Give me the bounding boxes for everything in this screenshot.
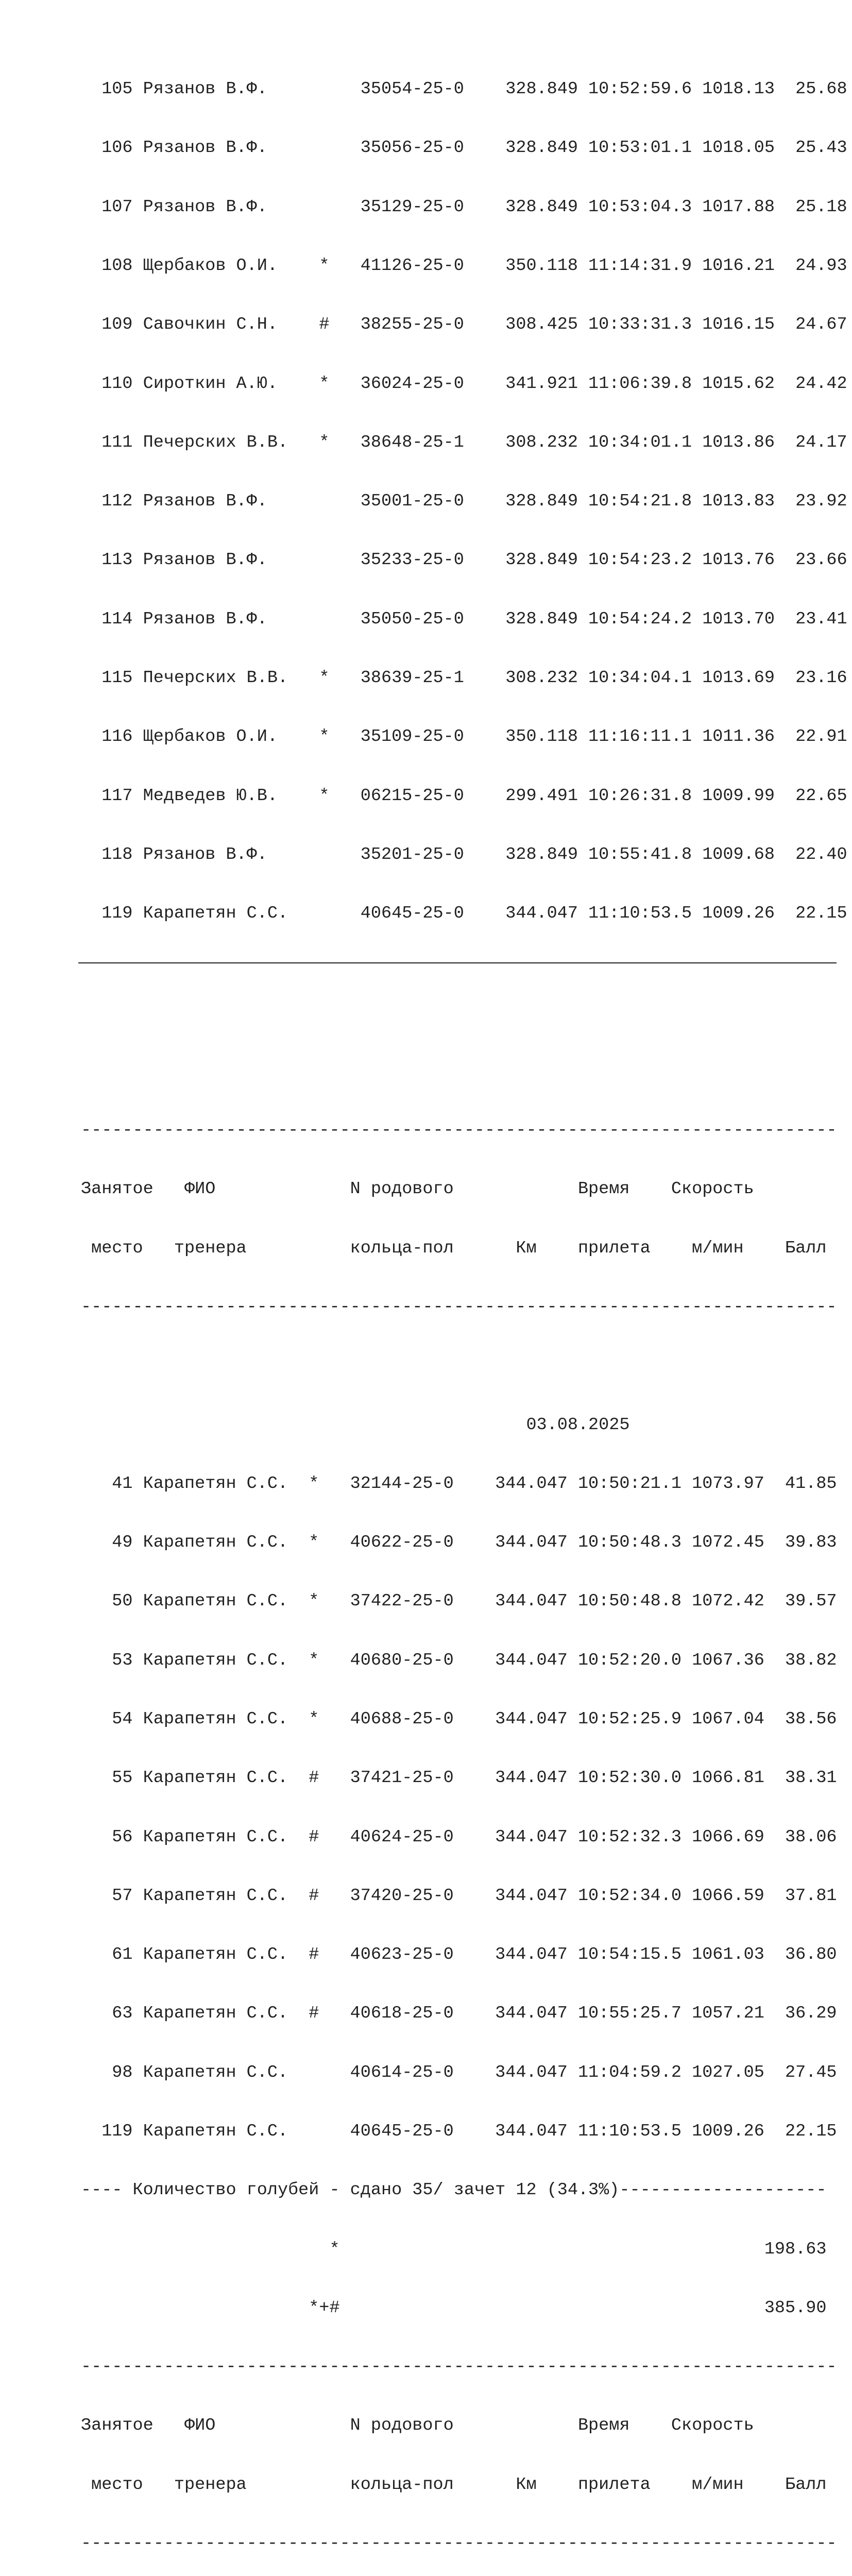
text-line <box>81 1003 847 1023</box>
text-line: 41 Карапетян С.С. * 32144-25-0 344.047 10:50:21.1 1073.97 41.85 <box>81 1473 837 1494</box>
text-line: 54 Карапетян С.С. * 40688-25-0 344.047 10:52:25.9 1067.04 38.56 <box>81 1709 837 1729</box>
text-line: 57 Карапетян С.С. # 37420-25-0 344.047 10:52:34.0 1066.59 37.81 <box>81 1886 837 1906</box>
text-line: ------------------------------------------------------------------------- <box>81 2357 837 2377</box>
text-line: 114 Рязанов В.Ф. 35050-25-0 328.849 10:54:24.2 1013.70 23.41 <box>81 609 847 629</box>
text-line: 105 Рязанов В.Ф. 35054-25-0 328.849 10:52:59.6 1018.13 25.68 <box>81 79 847 99</box>
text-line: место тренера кольца-пол Км прилета м/мин Балл <box>81 1238 827 1258</box>
text-line: 119 Карапетян С.С. 40645-25-0 344.047 11:10:53.5 1009.26 22.15 <box>81 904 847 924</box>
text-line: 109 Савочкин С.Н. # 38255-25-0 308.425 10:33:31.3 1016.15 24.67 <box>81 315 847 335</box>
page-break-rule <box>78 962 837 963</box>
text-line: 107 Рязанов В.Ф. 35129-25-0 328.849 10:53:04.3 1017.88 25.18 <box>81 197 847 217</box>
text-line: 118 Рязанов В.Ф. 35201-25-0 328.849 10:55:41.8 1009.68 22.40 <box>81 844 847 865</box>
text-line: 106 Рязанов В.Ф. 35056-25-0 328.849 10:53:01.1 1018.05 25.43 <box>81 138 847 158</box>
results-printout <box>81 40 847 2576</box>
text-line: ------------------------------------------------------------------------- <box>81 2533 837 2553</box>
text-line: * 198.63 <box>81 2239 827 2259</box>
text-line: 03.08.2025 <box>81 1415 630 1435</box>
text-line <box>81 1062 847 1081</box>
text-line: *+# 385.90 <box>81 2298 827 2318</box>
text-line: 113 Рязанов В.Ф. 35233-25-0 328.849 10:54:23.2 1013.76 23.66 <box>81 550 847 570</box>
text-line: 110 Сироткин А.Ю. * 36024-25-0 341.921 11:06:39.8 1015.62 24.42 <box>81 374 847 394</box>
text-line: ------------------------------------------------------------------------- <box>81 1297 837 1317</box>
text-line: ------------------------------------------------------------------------- <box>81 1121 837 1141</box>
text-line: 49 Карапетян С.С. * 40622-25-0 344.047 10:50:48.3 1072.45 39.83 <box>81 1533 837 1553</box>
text-line: 108 Щербаков О.И. * 41126-25-0 350.118 11:14:31.9 1016.21 24.93 <box>81 256 847 276</box>
text-line: 116 Щербаков О.И. * 35109-25-0 350.118 11:16:11.1 1011.36 22.91 <box>81 727 847 747</box>
text-line: ---- Количество голубей - сдано 35/ зачет 12 (34.3%)-------------------- <box>81 2180 827 2200</box>
text-line: 53 Карапетян С.С. * 40680-25-0 344.047 10:52:20.0 1067.36 38.82 <box>81 1650 837 1670</box>
text-line: 119 Карапетян С.С. 40645-25-0 344.047 11:10:53.5 1009.26 22.15 <box>81 2121 837 2141</box>
text-line: 112 Рязанов В.Ф. 35001-25-0 328.849 10:54:21.8 1013.83 23.92 <box>81 492 847 512</box>
text-line: 98 Карапетян С.С. 40614-25-0 344.047 11:04:59.2 1027.05 27.45 <box>81 2062 837 2082</box>
text-line: 61 Карапетян С.С. # 40623-25-0 344.047 10:54:15.5 1061.03 36.80 <box>81 1945 837 1965</box>
text-line: Занятое ФИО N родового Время Скорость <box>81 1179 754 1199</box>
text-line: 50 Карапетян С.С. * 37422-25-0 344.047 10:50:48.8 1072.42 39.57 <box>81 1591 837 1612</box>
text-line: место тренера кольца-пол Км прилета м/мин Балл <box>81 2475 827 2495</box>
text-line: 111 Печерских В.В. * 38648-25-1 308.232 10:34:01.1 1013.86 24.17 <box>81 432 847 452</box>
text-line: 56 Карапетян С.С. # 40624-25-0 344.047 10:52:32.3 1066.69 38.06 <box>81 1827 837 1847</box>
text-line: 55 Карапетян С.С. # 37421-25-0 344.047 10:52:30.0 1066.81 38.31 <box>81 1768 837 1788</box>
text-line: 117 Медведев Ю.В. * 06215-25-0 299.491 10:26:31.8 1009.99 22.65 <box>81 786 847 806</box>
text-line: 63 Карапетян С.С. # 40618-25-0 344.047 10:55:25.7 1057.21 36.29 <box>81 2004 837 2024</box>
text-line: 115 Печерских В.В. * 38639-25-1 308.232 10:34:04.1 1013.69 23.16 <box>81 668 847 688</box>
text-line: Занятое ФИО N родового Время Скорость <box>81 2416 754 2436</box>
text-line <box>81 1356 847 1376</box>
